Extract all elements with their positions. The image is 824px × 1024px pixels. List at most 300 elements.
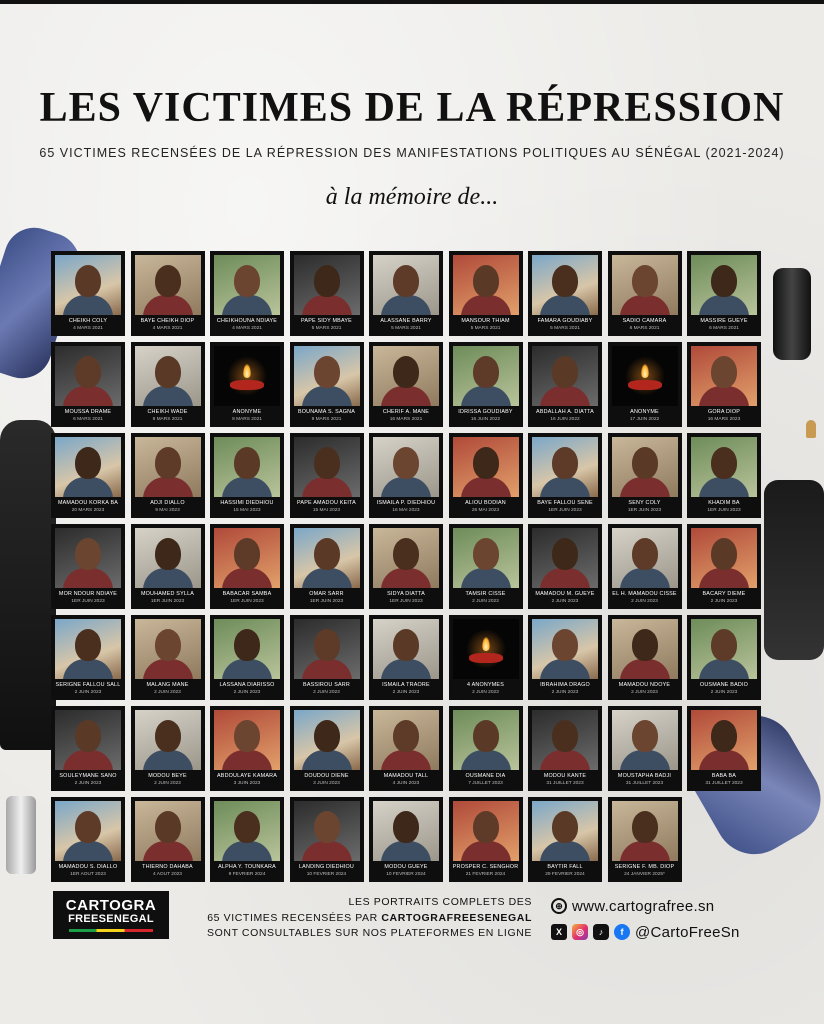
victim-name: MOUHAMED SYLLA (140, 591, 195, 597)
portrait-face (552, 447, 578, 479)
portrait-shoulders (620, 750, 670, 770)
victim-card (528, 433, 602, 518)
portrait-shoulders (63, 568, 113, 588)
portrait-face (234, 811, 260, 843)
portrait-shoulders (381, 386, 431, 406)
victim-portrait (612, 437, 678, 497)
portrait-face (234, 538, 260, 570)
victim-name: MANSOUR THIAM (461, 318, 510, 324)
victim-date: 2 JUIN 2023 (154, 690, 181, 695)
victim-portrait (612, 528, 678, 588)
website-link[interactable]: www.cartografree.sn (572, 897, 715, 915)
victim-portrait (135, 437, 201, 497)
contact-block (551, 893, 791, 945)
portrait-shoulders (620, 568, 670, 588)
victim-portrait (532, 801, 598, 861)
victim-date: 9 FÉVRIER 2024 (228, 872, 266, 877)
victim-date: 1ER JUIN 2023 (627, 508, 662, 513)
portrait-shoulders (620, 477, 670, 497)
victim-date: 2 JUIN 2023 (472, 599, 499, 604)
victim-name: BAYE CHEIKH DIOP (140, 318, 195, 324)
portrait-face (632, 629, 658, 661)
victim-card (51, 524, 125, 609)
victim-date: 10 FÉVRIER 2024 (386, 872, 426, 877)
victim-name: LASSANA DIARISSO (219, 682, 275, 688)
victim-name: KHADIM BA (708, 500, 740, 506)
victim-name: MODOU GUÈYE (384, 864, 428, 870)
victim-card (369, 433, 443, 518)
victim-portrait (691, 255, 757, 315)
portrait-shoulders (540, 568, 590, 588)
grenade-decoration (773, 268, 811, 360)
victim-portrait (294, 528, 360, 588)
portrait-face (473, 265, 499, 297)
victim-date: 31 JUILLET 2023 (705, 781, 743, 786)
portrait-face (552, 538, 578, 570)
victim-name: ABDALLAH A. DIATTA (536, 409, 594, 415)
portrait-face (314, 811, 340, 843)
victim-name: PROSPER C. SENGHOR (452, 864, 519, 870)
victim-portrait (612, 710, 678, 770)
portrait-shoulders (699, 295, 749, 315)
victim-card (210, 524, 284, 609)
victim-name: MOUSTAPHA BADJI (617, 773, 672, 779)
portrait-face (552, 265, 578, 297)
victim-name: MAMADOU M. GUÈYE (535, 591, 595, 597)
victim-date: 26 MAI 2023 (471, 508, 500, 513)
victim-portrait (453, 528, 519, 588)
victim-date: 1ER JUIN 2023 (389, 599, 423, 604)
portrait-face (75, 720, 101, 752)
victim-card (449, 615, 523, 700)
victim-date: 1ER JUIN 2023 (71, 599, 105, 604)
victim-date: 6 MARS 2021 (629, 326, 660, 331)
portrait-shoulders (540, 841, 590, 861)
portrait-face (155, 356, 181, 388)
victim-date: 16 JUIN 2022 (550, 417, 580, 422)
portrait-face (155, 629, 181, 661)
victim-date: 31 JUILLET 2023 (546, 781, 584, 786)
victim-name: ALIOU BODIAN (465, 500, 506, 506)
candle-image (214, 346, 280, 406)
portrait-shoulders (302, 386, 352, 406)
portrait-shoulders (461, 841, 511, 861)
victims-grid (51, 251, 761, 882)
victim-portrait (532, 346, 598, 406)
victim-card (51, 615, 125, 700)
portrait-shoulders (143, 841, 193, 861)
footer-notice (180, 895, 532, 942)
victim-name: LANDING DIÉDHIOU (298, 864, 355, 870)
victim-card (131, 524, 205, 609)
victim-date: 2 JUIN 2023 (631, 690, 658, 695)
victim-card (51, 433, 125, 518)
portrait-shoulders (302, 750, 352, 770)
victim-date: 17 JUIN 2022 (629, 417, 660, 422)
portrait-shoulders (540, 659, 590, 679)
victim-portrait (214, 801, 280, 861)
victim-date: 6 MARS 2021 (709, 326, 739, 331)
portrait-shoulders (302, 477, 352, 497)
portrait-face (552, 720, 578, 752)
victim-name: SERIGNE FALLOU SALL (55, 682, 121, 688)
victim-card (51, 706, 125, 791)
victim-portrait (453, 437, 519, 497)
victim-portrait (691, 437, 757, 497)
victim-card (290, 797, 364, 882)
victim-card (608, 524, 682, 609)
victim-card (369, 706, 443, 791)
top-border (0, 0, 824, 4)
victim-card (290, 433, 364, 518)
victim-name: MOR NDOUR NDIAYE (58, 591, 118, 597)
victim-portrait (453, 801, 519, 861)
portrait-shoulders (620, 841, 670, 861)
victim-card (528, 615, 602, 700)
portrait-face (75, 356, 101, 388)
social-row (551, 919, 791, 945)
victim-card (449, 433, 523, 518)
victim-name: IBRAHIMA DRAGO (540, 682, 590, 688)
victim-date: 3 JUIN 2023 (233, 781, 261, 786)
portrait-face (552, 811, 578, 843)
victim-date: 4 MARS 2021 (232, 326, 262, 331)
victim-name: MODOU BEYE (148, 773, 187, 779)
candle-wax (469, 653, 503, 663)
victim-date: 29 FÉVRIER 2024 (545, 872, 585, 877)
portrait-shoulders (222, 477, 272, 497)
victim-name: HASSIMI DIÉDHIOU (220, 500, 274, 506)
victim-portrait (294, 346, 360, 406)
victim-name: OUSMANE DIA (465, 773, 506, 779)
victim-name: THIERNO DAHABA (142, 864, 193, 870)
victim-portrait (214, 255, 280, 315)
footer-line-2-text: 65 VICTIMES RECENSÉES PAR (207, 911, 382, 924)
victim-portrait (373, 437, 439, 497)
victim-portrait (532, 437, 598, 497)
portrait-face (711, 265, 737, 297)
x-icon[interactable]: X (551, 924, 567, 940)
victim-card (687, 615, 761, 700)
victim-portrait (55, 710, 121, 770)
victim-date: 4 MARS 2021 (152, 326, 183, 331)
portrait-shoulders (63, 386, 113, 406)
victim-card (131, 433, 205, 518)
victim-name: ALASSANE BARRY (380, 318, 432, 324)
portrait-face (632, 538, 658, 570)
riot-police-decoration (0, 420, 56, 750)
victim-name: ABDOULAYE KAMARA (216, 773, 278, 779)
victim-card (608, 797, 682, 882)
victim-card (528, 706, 602, 791)
victim-name: BAYE FALLOU SÈNE (537, 500, 593, 506)
victim-portrait (55, 346, 121, 406)
instagram-icon[interactable]: ◎ (572, 924, 588, 940)
victim-portrait (135, 710, 201, 770)
victim-date: 2 JUIN 2023 (472, 690, 499, 695)
portrait-face (632, 811, 658, 843)
victim-name: BAYTIR FALL (547, 864, 583, 870)
cartografree-logo (53, 891, 169, 939)
victim-name: PAPE SIDY MBAYE (301, 318, 352, 324)
portrait-shoulders (143, 295, 193, 315)
victim-portrait (691, 528, 757, 588)
tiktok-icon[interactable]: ♪ (593, 924, 609, 940)
victim-date: 1ER JUIN 2023 (707, 508, 741, 513)
portrait-shoulders (461, 295, 511, 315)
portrait-face (473, 538, 499, 570)
portrait-face (314, 447, 340, 479)
victim-portrait (691, 710, 757, 770)
victim-date: 5 MARS 2021 (550, 326, 580, 331)
victim-card (608, 251, 682, 336)
victim-name: 4 ANONYMES (466, 682, 505, 688)
victim-portrait (294, 801, 360, 861)
portrait-face (314, 629, 340, 661)
victim-portrait (612, 255, 678, 315)
victim-card (131, 615, 205, 700)
victim-portrait (55, 437, 121, 497)
portrait-face (155, 811, 181, 843)
victim-portrait (55, 528, 121, 588)
victim-name: CHEIKH COLY (68, 318, 108, 324)
victim-portrait (453, 710, 519, 770)
portrait-shoulders (540, 295, 590, 315)
victim-date: 2 JUIN 2023 (551, 690, 579, 695)
victim-card (687, 706, 761, 791)
portrait-shoulders (381, 568, 431, 588)
victim-card (131, 706, 205, 791)
victim-portrait (294, 255, 360, 315)
victim-name: SADIO CAMARA (622, 318, 667, 324)
candle-image (612, 346, 678, 406)
victim-portrait (612, 801, 678, 861)
victim-name: TAMSIR CISSÉ (465, 591, 506, 597)
victim-portrait (373, 801, 439, 861)
website-row[interactable] (551, 893, 791, 919)
victim-date: 16 JUIN 2022 (470, 417, 501, 422)
victim-name: BOUNAMA S. SAGNA (297, 409, 356, 415)
victim-card (369, 797, 443, 882)
victim-card (528, 342, 602, 427)
victim-name: BASSIROU SARR (303, 682, 350, 688)
candle-wax (230, 380, 264, 390)
camera-operator-decoration (764, 480, 824, 660)
victim-name: MASSIRÉ GUEYE (700, 318, 748, 324)
victim-name: ISMAÏLA TRAORÉ (382, 682, 430, 688)
portrait-shoulders (699, 750, 749, 770)
victim-date: 6 MARS 2021 (73, 417, 103, 422)
portrait-shoulders (381, 659, 431, 679)
victim-name: SOULEYMANE SANO (59, 773, 117, 779)
portrait-face (711, 720, 737, 752)
portrait-face (473, 811, 499, 843)
victim-card (210, 797, 284, 882)
portrait-shoulders (222, 568, 272, 588)
flag-stripe (69, 929, 153, 932)
portrait-shoulders (540, 750, 590, 770)
victim-name: DOUDOU DIÈNE (304, 773, 349, 779)
portrait-face (75, 538, 101, 570)
portrait-shoulders (461, 750, 511, 770)
victim-name: ADJI DIALLO (150, 500, 185, 506)
victim-date: 2 JUIN 2023 (710, 690, 738, 695)
footer-line-1: LES PORTRAITS COMPLETS DES (348, 896, 532, 908)
portrait-shoulders (143, 568, 193, 588)
victim-card (290, 706, 364, 791)
portrait-shoulders (63, 477, 113, 497)
portrait-face (75, 811, 101, 843)
candle-flame (482, 637, 490, 651)
victim-date: 21 FÉVRIER 2024 (465, 872, 506, 877)
victim-date: 2 JUIN 2023 (551, 599, 579, 604)
victim-date: 1ER JUIN 2023 (150, 599, 185, 604)
victim-portrait (294, 437, 360, 497)
portrait-face (75, 265, 101, 297)
victim-card (528, 797, 602, 882)
victim-date: 16 MARS 2023 (707, 417, 741, 422)
victim-portrait (135, 619, 201, 679)
victim-date: 1ER JUIN 2023 (548, 508, 582, 513)
portrait-face (393, 629, 419, 661)
portrait-face (473, 356, 499, 388)
victim-portrait (214, 619, 280, 679)
logo-line-1: CARTOGRA (65, 897, 157, 914)
portrait-shoulders (381, 841, 431, 861)
victim-portrait (373, 528, 439, 588)
portrait-shoulders (63, 659, 113, 679)
portrait-face (393, 265, 419, 297)
candle-wax (628, 380, 662, 390)
portrait-face (632, 447, 658, 479)
victim-portrait (532, 710, 598, 770)
victim-card (369, 615, 443, 700)
portrait-face (393, 356, 419, 388)
victim-date: 16 MAI 2023 (392, 508, 420, 513)
victim-portrait (135, 255, 201, 315)
victim-date: 24 JANVIER 2025* (624, 872, 665, 877)
victim-card (210, 251, 284, 336)
portrait-face (632, 265, 658, 297)
victim-portrait (214, 437, 280, 497)
victim-date: 8 MARS 2021 (152, 417, 183, 422)
portrait-face (711, 447, 737, 479)
portrait-face (155, 538, 181, 570)
victim-portrait (294, 710, 360, 770)
victim-portrait (453, 255, 519, 315)
victim-date: 2 JUIN 2023 (392, 690, 420, 695)
victim-date: 1ER AOÛT 2023 (70, 872, 106, 877)
victim-name: IDRISSA GOUDIABY (458, 409, 513, 415)
victim-name: OMAR SARR (309, 591, 344, 597)
portrait-face (552, 629, 578, 661)
victim-card (290, 615, 364, 700)
victim-portrait (55, 619, 121, 679)
portrait-face (75, 447, 101, 479)
portrait-face (711, 538, 737, 570)
victim-name: MODOU KANTÉ (543, 773, 587, 779)
victim-name: MOUSSA DRAMÉ (64, 409, 112, 415)
victim-name: FAMARA GOUDIABY (537, 318, 593, 324)
portrait-shoulders (540, 477, 590, 497)
victim-portrait (214, 710, 280, 770)
portrait-shoulders (699, 477, 749, 497)
portrait-face (234, 265, 260, 297)
victim-date: 5 MARS 2021 (470, 326, 501, 331)
victim-name: MAMADOU TALL (383, 773, 429, 779)
victim-portrait (214, 528, 280, 588)
victim-date: 2 JUIN 2023 (154, 781, 181, 786)
victim-name: EL H. MAMADOU CISSÉ (612, 591, 677, 597)
globe-icon: ⊕ (551, 898, 567, 914)
victim-card (687, 251, 761, 336)
portrait-face (155, 447, 181, 479)
victim-card (131, 251, 205, 336)
portrait-face (234, 447, 260, 479)
victim-card (290, 342, 364, 427)
candle-flame (243, 364, 251, 378)
victim-date: 4 AOÛT 2023 (153, 872, 182, 877)
victim-portrait (691, 346, 757, 406)
portrait-face (155, 265, 181, 297)
victim-name: SIDYA DIATTA (387, 591, 425, 597)
victim-portrait (55, 255, 121, 315)
victim-date: 5 MARS 2021 (391, 326, 421, 331)
social-handle[interactable]: @CartoFreeSn (635, 923, 740, 941)
victim-date: 2 JUIN 2023 (710, 599, 738, 604)
page-subtitle: 65 VICTIMES RECENSÉES DE LA RÉPRESSION DES MANIFESTATIONS POLITIQUES AU SÉNÉGAL (2021-2024) (39, 146, 785, 160)
victim-portrait (135, 801, 201, 861)
victim-card (369, 251, 443, 336)
portrait-face (711, 629, 737, 661)
portrait-shoulders (143, 386, 193, 406)
victim-date: 7 JUILLET 2023 (468, 781, 503, 786)
portrait-shoulders (302, 295, 352, 315)
victim-name: BACARY DIÉMÉ (702, 591, 746, 597)
victim-card (51, 797, 125, 882)
portrait-shoulders (143, 750, 193, 770)
portrait-shoulders (63, 295, 113, 315)
portrait-shoulders (222, 841, 272, 861)
footer-line-2 (180, 911, 532, 927)
victim-portrait (373, 346, 439, 406)
victim-date: 9 MARS 2021 (311, 417, 342, 422)
page-title: LES VICTIMES DE LA RÉPRESSION (39, 85, 785, 131)
portrait-shoulders (699, 568, 749, 588)
victim-name: BABACAR SAMBA (222, 591, 272, 597)
portrait-shoulders (63, 841, 113, 861)
victim-card (210, 615, 284, 700)
portrait-face (314, 720, 340, 752)
victim-name: BABA BA (711, 773, 737, 779)
victim-portrait (612, 619, 678, 679)
victim-date: 2 JUIN 2023 (74, 781, 102, 786)
facebook-icon[interactable]: f (614, 924, 630, 940)
victim-date: 2 JUIN 2023 (233, 690, 261, 695)
victim-card (131, 342, 205, 427)
portrait-face (473, 447, 499, 479)
victim-portrait (373, 619, 439, 679)
victim-date: 2 JUIN 2023 (313, 690, 340, 695)
portrait-face (234, 629, 260, 661)
victim-name: ANONYME (630, 409, 659, 415)
portrait-face (314, 538, 340, 570)
victim-portrait (532, 528, 598, 588)
victim-card (210, 433, 284, 518)
portrait-face (552, 356, 578, 388)
portrait-shoulders (699, 659, 749, 679)
memoriam-caption: à la mémoire de... (325, 184, 499, 210)
